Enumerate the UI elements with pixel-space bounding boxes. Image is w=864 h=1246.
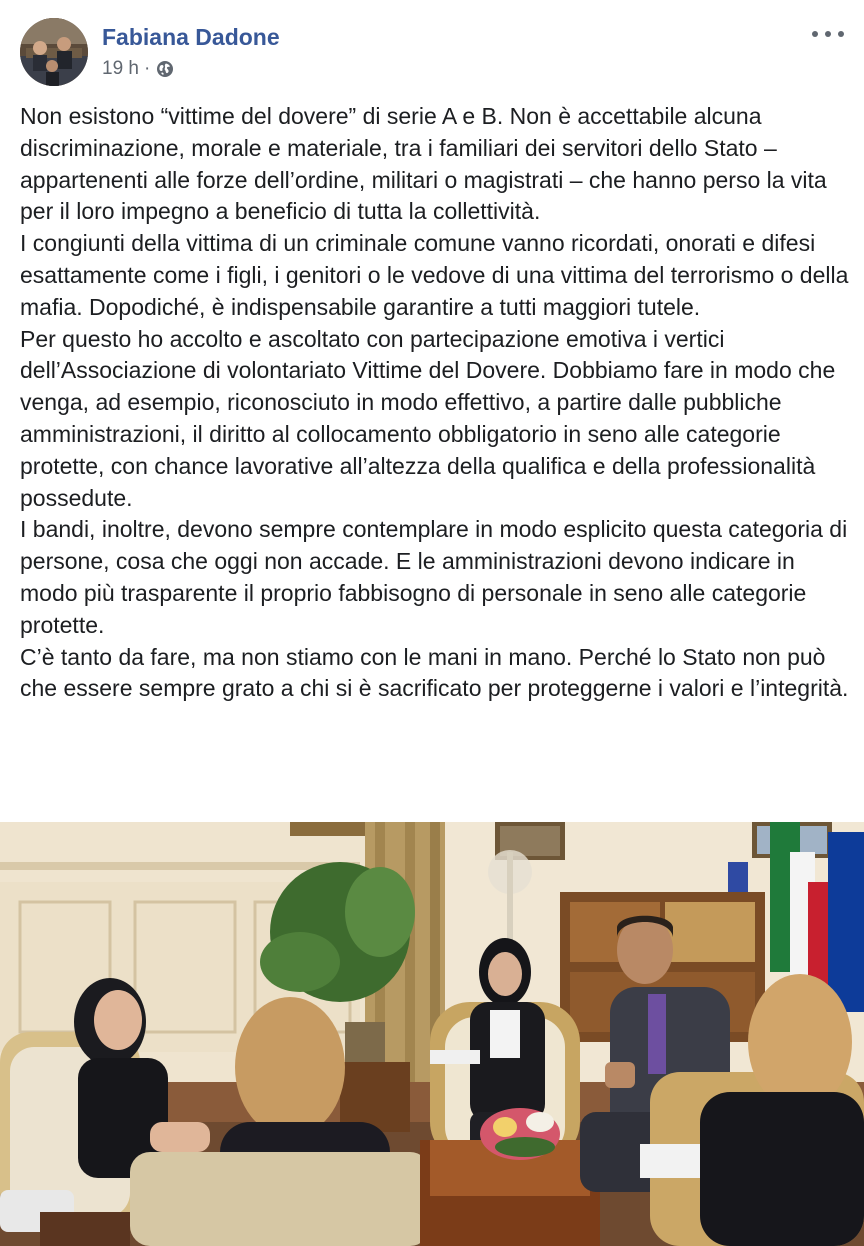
post-paragraph: Non esistono “vittime del dovere” di serie A e B. Non è accettabile alcuna discriminazione, morale e materiale, tra i familiari dei servitori dello Stato – appartenenti alle forze dell’ordine, militari o magistrati – che hanno perso la vita per il loro impegno a beneficio di tutta la collettività. <box>20 103 827 225</box>
more-dot <box>825 31 831 37</box>
author-name-link[interactable]: Fabiana Dadone <box>102 24 280 50</box>
post-paragraph: Per questo ho accolto e ascoltato con partecipazione emotiva i vertici dell’Associazione di volontariato Vittime del Dovere. Dobbiamo fare in modo che venga, ad esempio, riconosciuto in modo effettivo, a partire dalle pubbliche amministrazioni, il diritto al collocamento obbligatorio in seno alle categorie protette, con chance lavorative all’altezza della qualifica e della professionalità possedute. <box>20 325 836 511</box>
post-meta <box>102 58 174 80</box>
more-dot <box>812 31 818 37</box>
post-header <box>20 18 844 88</box>
more-dot <box>838 31 844 37</box>
avatar[interactable] <box>20 18 88 86</box>
post-paragraph: I bandi, inoltre, devono sempre contemplare in modo esplicito questa categoria di persone, cosa che oggi non accade. E le amministrazioni devono indicare in modo più trasparente il proprio fabbisogno di personale in seno alle categorie protette. <box>20 516 848 638</box>
more-options-icon[interactable] <box>812 22 844 46</box>
post-timestamp[interactable]: 19 h <box>102 58 139 79</box>
post-paragraph: C’è tanto da fare, ma non stiamo con le mani in mano. Perché lo Stato non può che essere sempre grato a chi si è sacrificato per proteggerne i valori e l’integrità. <box>20 643 849 702</box>
avatar-image <box>20 18 88 86</box>
post-photo[interactable] <box>0 822 864 1246</box>
post-text <box>20 101 850 705</box>
meeting-photo <box>0 822 864 1246</box>
globe-icon[interactable] <box>156 60 174 78</box>
post-paragraph: I congiunti della vittima di un criminale comune vanno ricordati, onorati e difesi esattamente come i figli, i genitori o le vedove di una vittima del terrorismo o della mafia. Dopodiché, è indispensabile garantire a tutti maggiori tutele. <box>20 230 849 320</box>
meta-separator: · <box>143 58 151 79</box>
